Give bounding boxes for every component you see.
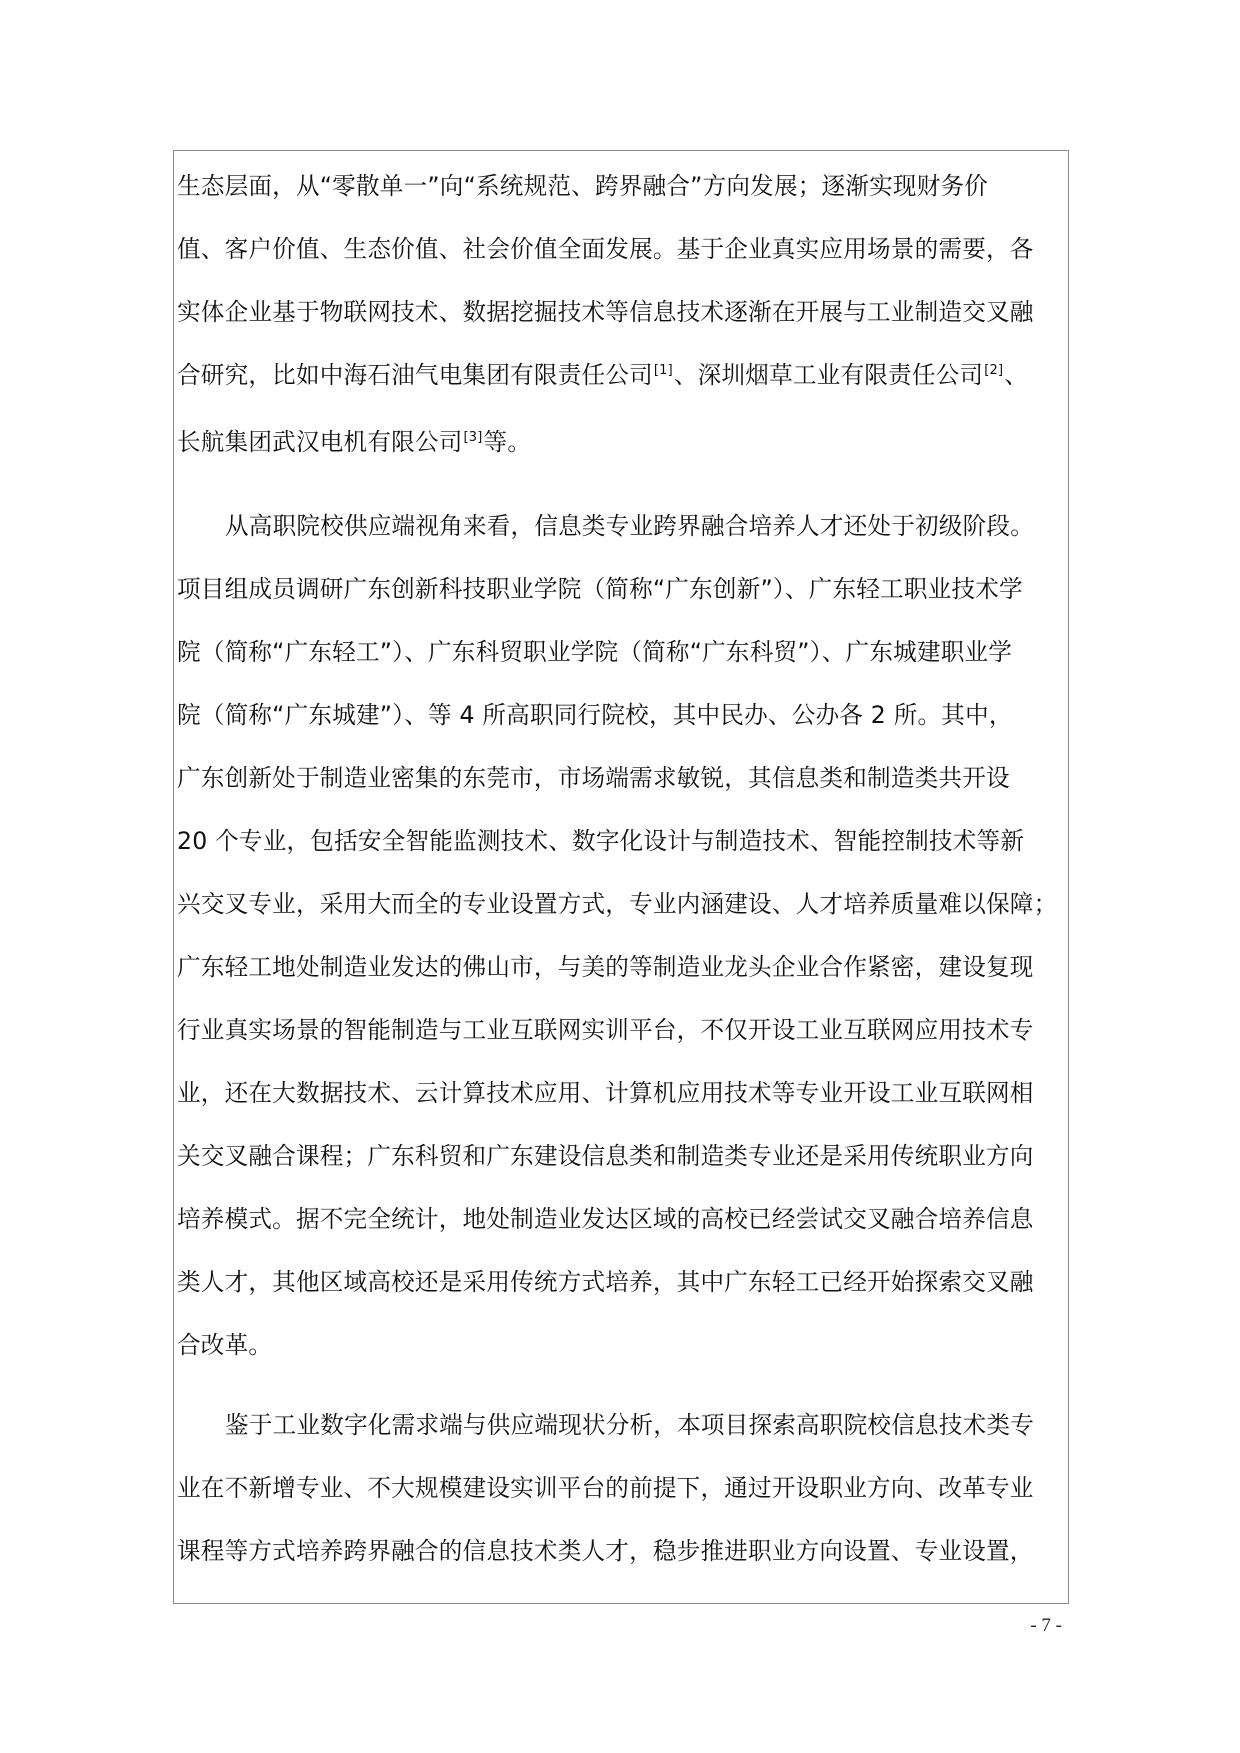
text-line: 业在不新增专业、不大规模建设实训平台的前提下，通过开设职业方向、改革专业	[177, 1474, 1034, 1502]
text-line: 实体企业基于物联网技术、数据挖掘技术等信息技术逐渐在开展与工业制造交叉融	[177, 298, 1034, 326]
text-line: 生态层面，从“零散单一”向“系统规范、跨界融合”方向发展；逐渐实现财务价	[177, 172, 989, 200]
text-line: 广东创新处于制造业密集的东莞市，市场端需求敏锐，其信息类和制造类共开设	[177, 764, 1010, 792]
citation-2: [2]	[984, 363, 1004, 378]
paragraph-gap	[177, 1377, 1068, 1394]
text-segment: 、深圳烟草工业有限责任公司	[673, 361, 984, 389]
text-line: 值、客户价值、生态价值、社会价值全面发展。基于企业真实应用场景的需要，各	[177, 235, 1034, 263]
text-line-with-citations	[177, 344, 1068, 411]
text-line: 业，还在大数据技术、云计算技术应用、计算机应用技术等专业开设工业互联网相	[177, 1079, 1034, 1107]
page-frame	[173, 150, 1069, 1604]
text-line: 院（简称“广东轻工”）、广东科贸职业学院（简称“广东科贸”）、广东城建职业学	[177, 638, 1013, 666]
text-line: 兴交叉专业，采用大而全的专业设置方式，专业内涵建设、人才培养质量难以保障；	[177, 890, 1058, 918]
text-segment: 长航集团武汉电机有限公司	[177, 428, 463, 456]
text-line: 项目组成员调研广东创新科技职业学院（简称“广东创新”）、广东轻工职业技术学	[177, 575, 1023, 603]
text-segment: 、	[1004, 361, 1029, 389]
text-line: 关交叉融合课程；广东科贸和广东建设信息类和制造类专业还是采用传统职业方向	[177, 1142, 1034, 1170]
text-segment: 合研究，比如中海石油气电集团有限责任公司	[177, 361, 653, 389]
text-line: 类人才，其他区域高校还是采用传统方式培养，其中广东轻工已经开始探索交叉融	[177, 1268, 1034, 1296]
paragraph-first-line: 鉴于工业数字化需求端与供应端现状分析，本项目探索高职院校信息技术类专	[225, 1411, 1034, 1439]
text-segment: 等。	[483, 428, 532, 456]
paragraph-first-line: 从高职院校供应端视角来看，信息类专业跨界融合培养人才还处于初级阶段。	[225, 512, 1034, 540]
text-line: 合改革。	[177, 1331, 273, 1359]
text-line-with-citation	[177, 411, 1068, 478]
text-line: 20 个专业，包括安全智能监测技术、数字化设计与制造技术、智能控制技术等新	[177, 827, 1025, 855]
text-line: 培养模式。据不完全统计，地处制造业发达区域的高校已经尝试交叉融合培养信息	[177, 1205, 1034, 1233]
page-number: - 7 -	[1030, 1615, 1062, 1636]
text-line: 院（简称“广东城建”）、等 4 所高职同行院校，其中民办、公办各 2 所。其中，	[177, 701, 1013, 729]
text-line: 广东轻工地处制造业发达的佛山市，与美的等制造业龙头企业合作紧密，建设复现	[177, 953, 1034, 981]
document-body	[177, 155, 1068, 1583]
text-line: 课程等方式培养跨界融合的信息技术类人才，稳步推进职业方向设置、专业设置，	[177, 1537, 1034, 1565]
citation-1: [1]	[653, 363, 673, 378]
text-line: 行业真实场景的智能制造与工业互联网实训平台，不仅开设工业互联网应用技术专	[177, 1016, 1034, 1044]
citation-3: [3]	[463, 430, 483, 445]
paragraph-gap	[177, 478, 1068, 495]
